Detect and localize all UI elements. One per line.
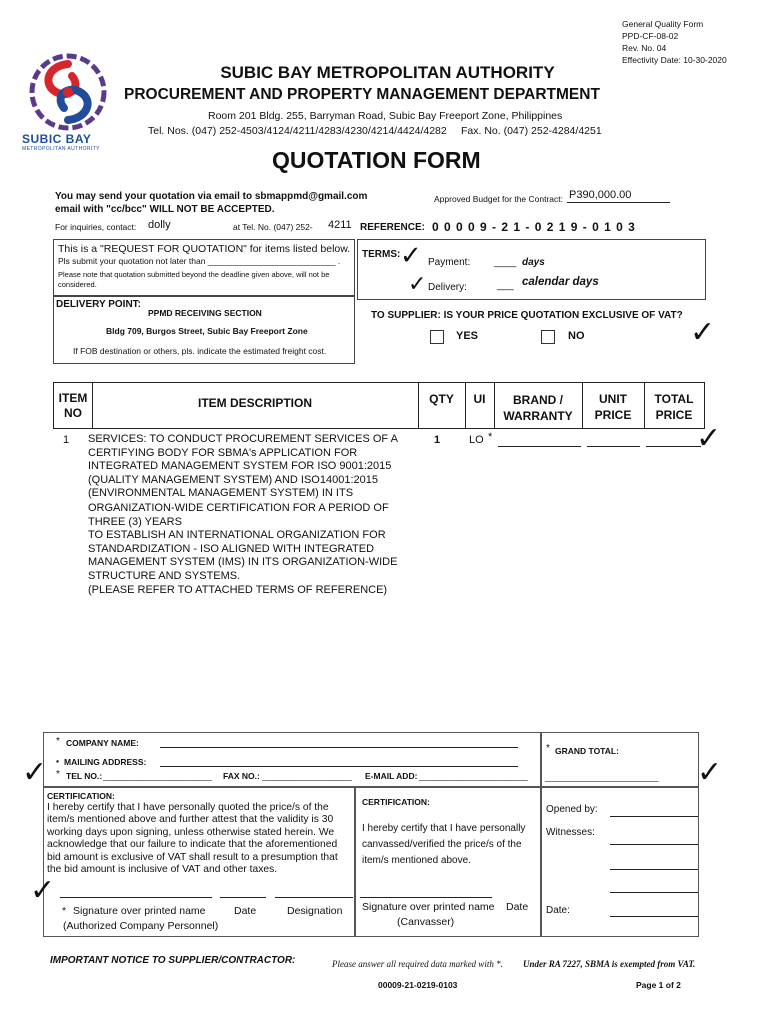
cert-left-body: I hereby certify that I have personally quoted the price/s of the item/s mentioned above and further attest that the validity is 30 working days upon signing, unless otherwise stated herein. We acknowledge that our failure to indicate that the aforementioned bid amount is exclusive of VAT shall result to a presumption that the bid amount is inclusive of VAT and other taxes. bbox=[47, 802, 338, 876]
rfq-line2: Pls submit your quotation not later than ___________________________ . bbox=[58, 256, 341, 266]
vat-no-label: NO bbox=[568, 330, 585, 342]
inquiries-label: For inquiries, contact: bbox=[55, 222, 137, 232]
contact-name: dolly bbox=[148, 219, 171, 231]
cert-mid-date: Date bbox=[506, 901, 529, 913]
abc-label: Approved Budget for the Contract: bbox=[434, 194, 563, 204]
row-qty: 1 bbox=[434, 434, 441, 446]
cert-mid-title: CERTIFICATION: bbox=[362, 797, 430, 807]
cert-mid-sig-label: Signature over printed name bbox=[362, 901, 495, 913]
col-unit-price bbox=[582, 391, 644, 423]
col-unit-1: UNIT bbox=[599, 392, 627, 406]
form-meta-effectivity: Effectivity Date: 10-30-2020 bbox=[622, 55, 727, 65]
footer-exempt: Under RA 7227, SBMA is exempted from VAT. bbox=[523, 959, 696, 969]
vat-question: TO SUPPLIER: IS YOUR PRICE QUOTATION EXCLUSIVE OF VAT? bbox=[371, 310, 683, 321]
company-tel-blank[interactable]: _______________________ bbox=[103, 771, 212, 781]
cert-mid-sig-sub: (Canvasser) bbox=[397, 916, 455, 928]
footer-page: Page 1 of 2 bbox=[636, 980, 681, 990]
col-brand bbox=[494, 392, 582, 424]
payment-check-icon: ✓ bbox=[400, 241, 422, 271]
row-desc bbox=[88, 433, 418, 597]
form-meta-name: General Quality Form bbox=[622, 19, 704, 29]
row-desc-line: ORGANIZATION-WIDE CERTIFICATION FOR A PERIOD OF bbox=[88, 501, 389, 514]
row-ui: LO bbox=[469, 434, 484, 446]
grand-total-label: GRAND TOTAL: bbox=[555, 746, 619, 756]
grand-total-blank[interactable]: ________________________ bbox=[545, 772, 659, 782]
row-desc-line: STANDARDIZATION - ISO ALIGNED WITH INTEGRATED bbox=[88, 542, 375, 555]
row-desc-line: (QUALITY MANAGEMENT SYSTEM) AND ISO14001:2015 bbox=[88, 473, 378, 486]
form-meta-rev: Rev. No. 04 bbox=[622, 43, 667, 53]
opened-by-label: Opened by: bbox=[546, 804, 598, 815]
row-desc-line: SERVICES: TO CONDUCT PROCUREMENT SERVICES OF A bbox=[88, 433, 398, 445]
cert-left-designation: Designation bbox=[287, 905, 343, 917]
payment-blank: ____ bbox=[494, 257, 517, 268]
row-desc-line: CERTIFYING BODY FOR SBMA's APPLICATION FOR bbox=[88, 446, 358, 459]
rfq-line1: This is a "REQUEST FOR QUOTATION" for items listed below. bbox=[58, 243, 351, 255]
vat-yes-label: YES bbox=[456, 330, 479, 342]
form-meta bbox=[622, 18, 727, 66]
dept-name: PROCUREMENT AND PROPERTY MANAGEMENT DEPARTMENT bbox=[124, 86, 600, 103]
delivery-value: calendar days bbox=[522, 276, 599, 288]
col-item-no-2: NO bbox=[64, 406, 82, 420]
company-email-blank[interactable]: _______________________ bbox=[419, 771, 528, 781]
witnesses-label: Witnesses: bbox=[546, 827, 595, 838]
tel-ext: 4211 bbox=[328, 219, 352, 231]
company-fax-label: FAX NO.: bbox=[223, 771, 260, 781]
row-desc-line: (PLEASE REFER TO ATTACHED TERMS OF REFERENCE) bbox=[88, 583, 388, 596]
col-total-1: TOTAL bbox=[654, 392, 694, 406]
cert-right-date-label: Date: bbox=[546, 905, 570, 916]
reference-label: REFERENCE: bbox=[360, 222, 426, 233]
delivery-point-address: Bldg 709, Burgos Street, Subic Bay Freeport Zone bbox=[106, 326, 308, 336]
vat-yes-checkbox[interactable] bbox=[430, 330, 444, 344]
tel-nos: Tel. Nos. (047) 252-4503/4124/4211/4283/4230/4214/4424/4282 bbox=[148, 125, 447, 137]
mailing-bullet: ▪ bbox=[56, 756, 60, 766]
row-desc-line: (ENVIRONMENTAL MANAGEMENT SYSTEM) IN ITS bbox=[88, 487, 354, 500]
mailing-label: MAILING ADDRESS: bbox=[64, 757, 147, 767]
col-item-no bbox=[53, 391, 93, 421]
footer-required: Please answer all required data marked with *. bbox=[332, 959, 503, 969]
company-tel-label: TEL NO.: bbox=[66, 771, 103, 781]
delivery-point-value: PPMD RECEIVING SECTION bbox=[148, 308, 262, 318]
email-note: You may send your quotation via email to sbmappmd@gmail.com bbox=[55, 191, 368, 202]
cert-left-sig-star: * bbox=[62, 905, 67, 917]
cert-left-date: Date bbox=[234, 905, 257, 917]
delivery-blank: ___ bbox=[497, 280, 514, 291]
company-fax-blank[interactable]: ___________________ bbox=[262, 771, 352, 781]
company-check-icon: ✓ bbox=[22, 755, 48, 790]
cert-left-sig-label: Signature over printed name bbox=[73, 905, 206, 917]
row-desc-line: THREE (3) YEARS bbox=[88, 515, 182, 528]
org-name: SUBIC BAY METROPOLITAN AUTHORITY bbox=[220, 63, 555, 82]
row-desc-line: MANAGEMENT SYSTEM (IMS) IN ITS ORGANIZATION-WIDE bbox=[88, 556, 398, 569]
company-email-label: E-MAIL ADD: bbox=[365, 771, 418, 781]
tel-star: * bbox=[56, 769, 60, 780]
terms-label: TERMS: bbox=[362, 249, 401, 260]
col-total-2: PRICE bbox=[655, 408, 693, 422]
delivery-check-icon: ✓ bbox=[408, 272, 427, 297]
row-desc-line: STRUCTURE AND SYSTEMS. bbox=[88, 569, 241, 582]
col-qty: QTY bbox=[429, 392, 454, 406]
payment-value: days bbox=[522, 257, 545, 268]
grand-total-check-icon: ✓ bbox=[697, 755, 723, 790]
reference-value: 0 0 0 0 9 - 2 1 - 0 2 1 9 - 0 1 0 3 bbox=[432, 220, 636, 234]
cert-mid-body: I hereby certify that I have personally canvassed/verified the price/s of the item/s mentioned above. bbox=[362, 823, 526, 866]
email-note-2: email with "cc/bcc" WILL NOT BE ACCEPTED. bbox=[55, 204, 275, 215]
cert-left-sig-sub: (Authorized Company Personnel) bbox=[63, 920, 219, 932]
logo-title: SUBIC BAY bbox=[22, 132, 92, 146]
rfq-note: Please note that quotation submitted beyond the deadline given above, will not be considered. bbox=[58, 270, 330, 289]
company-name-label: COMPANY NAME: bbox=[66, 738, 139, 748]
fob-note: If FOB destination or others, pls. indicate the estimated freight cost. bbox=[73, 346, 327, 356]
delivery-point-label: DELIVERY POINT: bbox=[56, 299, 142, 310]
abc-value: P390,000.00 bbox=[569, 189, 632, 201]
col-unit-2: PRICE bbox=[594, 408, 632, 422]
col-item-no-1: ITEM bbox=[58, 391, 88, 405]
form-meta-code: PPD-CF-08-02 bbox=[622, 31, 679, 41]
footer-ref: 00009-21-0219-0103 bbox=[378, 980, 458, 990]
col-brand-1: BRAND / bbox=[513, 393, 563, 407]
row-check-icon: ✓ bbox=[696, 421, 722, 456]
row-desc-line: INTEGRATED MANAGEMENT SYSTEM FOR ISO 9001:2015 bbox=[88, 460, 392, 473]
row-item-no: 1 bbox=[63, 434, 70, 446]
vat-margin-check-icon: ✓ bbox=[690, 315, 716, 350]
payment-label: Payment: bbox=[428, 257, 471, 268]
grand-total-star: * bbox=[546, 743, 550, 754]
col-total-price bbox=[644, 391, 704, 423]
col-ui: UI bbox=[473, 392, 486, 406]
footer-notice: IMPORTANT NOTICE TO SUPPLIER/CONTRACTOR: bbox=[50, 955, 296, 966]
fax-no: Fax. No. (047) 252-4284/4251 bbox=[461, 125, 602, 137]
company-name-star: * bbox=[56, 736, 60, 747]
col-desc: ITEM DESCRIPTION bbox=[197, 396, 312, 410]
page-title: QUOTATION FORM bbox=[272, 147, 481, 173]
address: Room 201 Bldg. 255, Barryman Road, Subic Bay Freeport Zone, Philippines bbox=[208, 110, 563, 122]
logo-subtitle: METROPOLITAN AUTHORITY bbox=[22, 146, 100, 152]
row-desc-line: TO ESTABLISH AN INTERNATIONAL ORGANIZATION FOR bbox=[88, 529, 386, 542]
row-required-mark: * bbox=[488, 431, 493, 443]
tel-label: at Tel. No. (047) 252- bbox=[233, 222, 313, 232]
col-brand-2: WARRANTY bbox=[503, 409, 573, 423]
cert-left-check-icon: ✓ bbox=[30, 873, 56, 908]
delivery-label: Delivery: bbox=[428, 282, 467, 293]
cert-left-title: CERTIFICATION: bbox=[47, 791, 115, 801]
vat-no-checkbox[interactable] bbox=[541, 330, 555, 344]
